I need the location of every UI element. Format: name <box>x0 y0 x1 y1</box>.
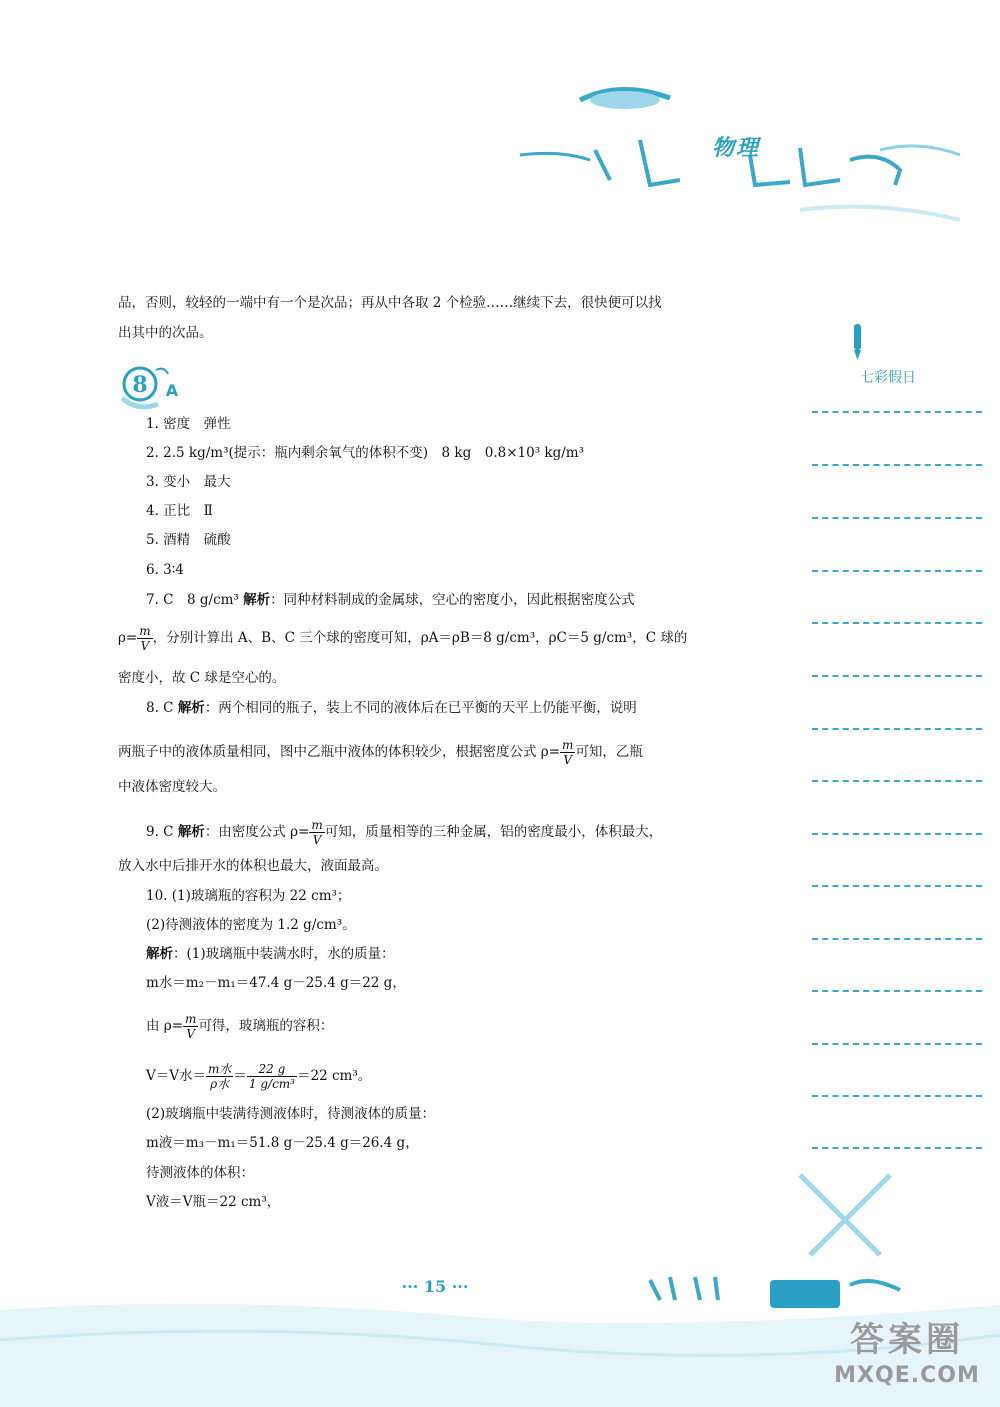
fraction-m-over-v: $\frac{m}{V}$ <box>562 738 574 767</box>
watermark <box>822 1318 992 1398</box>
answer-10-line-1: 10. (1)玻璃瓶的容积为 22 cm³； <box>146 888 351 904</box>
answer-7-line-2 <box>118 624 744 653</box>
answer-6: 6. 3∶4 <box>146 562 184 578</box>
note-line <box>812 1043 982 1045</box>
fraction-m-over-v: $\frac{m}{V}$ <box>311 818 323 847</box>
fraction-value: $\frac{22 g}{\text{1 g/cm³}}$ <box>248 1062 295 1091</box>
note-line <box>812 570 982 572</box>
note-line <box>812 517 982 519</box>
answer-7-line-3: 密度小，故 C 球是空心的。 <box>118 670 286 686</box>
answer-2: 2. 2.5 kg/m³(提示：瓶内剩余氧气的体积不变) 8 kg 0.8×10³ kg/m³ <box>146 445 584 461</box>
answer-9-text: ：由密度公式 ρ= <box>204 824 310 840</box>
intro-line-2: 出其中的次品。 <box>118 325 213 341</box>
analysis-label: 解析 <box>177 700 205 716</box>
answer-9-line-2: 放入水中后排开水的体积也最大，液面最高。 <box>118 858 388 874</box>
page-number: ··· 15 ··· <box>401 1277 469 1296</box>
answer-10-line-10: V液＝V瓶＝22 cm³， <box>146 1194 281 1210</box>
pen-icon <box>846 322 870 362</box>
answer-10-text: V＝V水＝ <box>146 1068 206 1084</box>
intro-line-1: 品，否则，较轻的一端中有一个是次品；再从中各取 2 个检验……继续下去，很快便可以找 <box>118 295 662 311</box>
sidebar-label: 七彩假日 <box>860 370 916 386</box>
fraction-m-over-v: $\frac{m}{V}$ <box>185 1012 197 1041</box>
answer-10-text: 由 ρ= <box>146 1018 184 1034</box>
section-number: 8 <box>132 372 148 398</box>
note-line <box>812 885 982 887</box>
answer-8-text: 可知，乙瓶 <box>575 744 643 760</box>
answer-10-line-4: m水＝m₂－m₁＝47.4 g－25.4 g＝22 g， <box>146 975 406 991</box>
answer-8-line-3: 中液体密度较大。 <box>118 779 226 795</box>
answer-10-line-6 <box>146 1062 772 1091</box>
note-line <box>812 622 982 624</box>
answer-10-line-2: (2)待测液体的密度为 1.2 g/cm³。 <box>146 917 356 933</box>
answer-5: 5. 酒精 硫酸 <box>146 532 231 548</box>
fraction-mass-over-density: $\frac{\text{m水}}{\text{ρ水}}$ <box>208 1062 232 1091</box>
answer-10-line-3 <box>146 944 772 964</box>
answer-10-line-5 <box>146 1012 772 1041</box>
answer-10-text: 可得，玻璃瓶的容积： <box>198 1018 334 1034</box>
watermark-top: 答案圈 <box>850 1320 964 1360</box>
answer-10-text: ：(1)玻璃瓶中装满水时，水的质量： <box>173 946 395 962</box>
answer-3: 3. 变小 最大 <box>146 474 231 490</box>
answer-8-line-2 <box>118 738 744 767</box>
answer-7-line-1 <box>146 590 772 610</box>
answer-9-head: 9. C <box>146 824 174 840</box>
answer-10-text: ＝22 cm³。 <box>296 1068 372 1084</box>
note-line <box>812 411 982 413</box>
note-line <box>812 938 982 940</box>
answer-8-text: 两瓶子中的液体质量相同，图中乙瓶中液体的体积较少，根据密度公式 ρ= <box>118 744 561 760</box>
answer-7-text: ：同种材料制成的金属球，空心的密度小，因此根据密度公式 <box>270 592 635 608</box>
watermark-bottom: MXQE.COM <box>834 1363 980 1388</box>
note-line <box>812 464 982 466</box>
analysis-label: 解析 <box>146 946 173 962</box>
answer-7-text: ，分别计算出 A、B、C 三个球的密度可知，ρA＝ρB＝8 g/cm³，ρC＝5 g/cm³，C 球的 <box>152 630 688 646</box>
analysis-label: 解析 <box>243 592 271 608</box>
note-line <box>812 833 982 835</box>
answer-8-text: ：两个相同的瓶子，装上不同的液体后在已平衡的天平上仍能平衡，说明 <box>204 700 637 716</box>
answer-7-head: 7. C 8 g/cm³ <box>146 592 239 608</box>
answer-9-text: 可知，质量相等的三种金属，铝的密度最小，体积最大， <box>324 824 663 840</box>
note-line <box>812 780 982 782</box>
note-line <box>812 728 982 730</box>
answer-10-line-7: (2)玻璃瓶中装满待测液体时，待测液体的质量： <box>146 1106 436 1122</box>
answer-10-line-9: 待测液体的体积： <box>146 1165 254 1181</box>
answer-8-line-1 <box>146 698 772 718</box>
formula-prefix: ρ= <box>118 630 138 646</box>
note-line <box>812 1147 982 1149</box>
answer-9-line-1 <box>146 818 772 847</box>
analysis-label: 解析 <box>177 824 205 840</box>
subject-title: 物理 <box>712 136 761 161</box>
answer-10-text: ＝ <box>233 1068 247 1084</box>
note-line <box>812 675 982 677</box>
note-line <box>812 1095 982 1097</box>
fraction-m-over-v: $\frac{m}{V}$ <box>139 624 151 653</box>
answer-1: 1. 密度 弹性 <box>146 416 231 432</box>
section-badge <box>118 362 190 412</box>
note-line <box>812 990 982 992</box>
answer-8-head: 8. C <box>146 700 174 716</box>
answer-4: 4. 正比 Ⅱ <box>146 503 213 519</box>
section-letter: A <box>165 381 179 400</box>
answer-10-line-8: m液＝m₃－m₁＝51.8 g－25.4 g＝26.4 g， <box>146 1135 419 1151</box>
